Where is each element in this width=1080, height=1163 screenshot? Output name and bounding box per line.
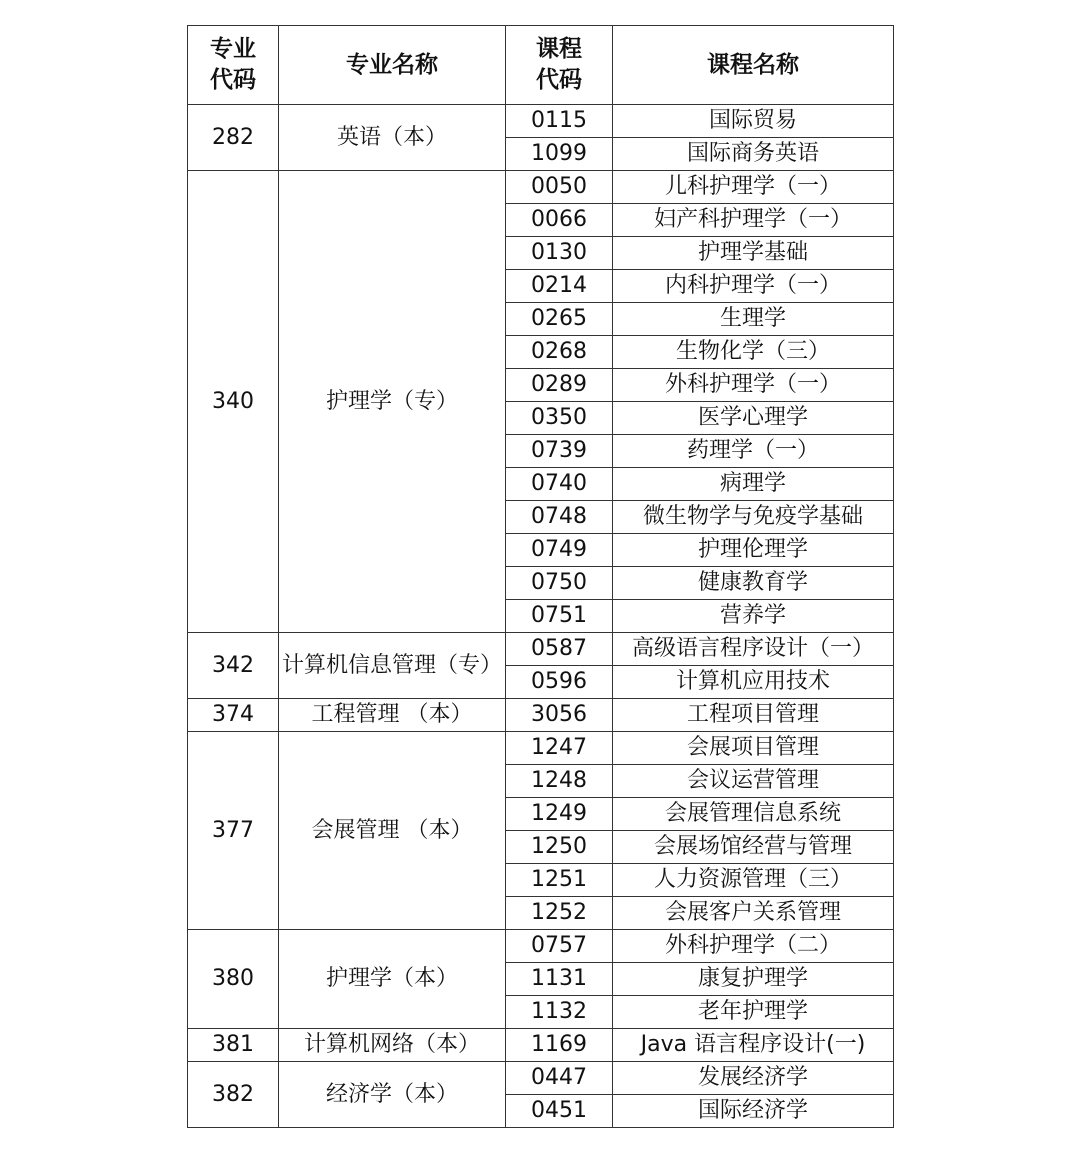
course-name-cell: 营养学 bbox=[613, 600, 894, 633]
course-name-cell: 会展场馆经营与管理 bbox=[613, 831, 894, 864]
course-code-cell: 0587 bbox=[506, 633, 613, 666]
course-name-cell: 老年护理学 bbox=[613, 996, 894, 1029]
course-name-cell: 护理伦理学 bbox=[613, 534, 894, 567]
course-name-cell: 内科护理学（一） bbox=[613, 270, 894, 303]
course-table bbox=[187, 25, 894, 1128]
major-name-cell: 计算机网络（本） bbox=[279, 1029, 506, 1062]
course-code-cell: 1248 bbox=[506, 765, 613, 798]
table-row bbox=[188, 699, 894, 732]
major-name-cell: 会展管理 （本） bbox=[279, 732, 506, 930]
major-code-cell: 380 bbox=[188, 930, 279, 1029]
course-code-cell: 0214 bbox=[506, 270, 613, 303]
course-name-cell: 微生物学与免疫学基础 bbox=[613, 501, 894, 534]
course-code-cell: 0350 bbox=[506, 402, 613, 435]
course-name-cell: 会展客户关系管理 bbox=[613, 897, 894, 930]
course-code-cell: 0750 bbox=[506, 567, 613, 600]
major-code-cell: 342 bbox=[188, 633, 279, 699]
course-name-cell: 健康教育学 bbox=[613, 567, 894, 600]
course-name-cell: 高级语言程序设计（一） bbox=[613, 633, 894, 666]
course-name-cell: 人力资源管理（三） bbox=[613, 864, 894, 897]
major-name-cell: 经济学（本） bbox=[279, 1062, 506, 1128]
major-code-cell: 381 bbox=[188, 1029, 279, 1062]
course-name-cell: 会议运营管理 bbox=[613, 765, 894, 798]
course-name-cell: 会展管理信息系统 bbox=[613, 798, 894, 831]
course-name-cell: 妇产科护理学（一） bbox=[613, 204, 894, 237]
course-code-cell: 1169 bbox=[506, 1029, 613, 1062]
course-name-cell: 药理学（一） bbox=[613, 435, 894, 468]
course-code-cell: 0749 bbox=[506, 534, 613, 567]
table-row bbox=[188, 105, 894, 138]
course-code-cell: 0740 bbox=[506, 468, 613, 501]
course-name-cell: 国际贸易 bbox=[613, 105, 894, 138]
course-name-cell: 发展经济学 bbox=[613, 1062, 894, 1095]
course-code-cell: 0451 bbox=[506, 1095, 613, 1128]
table-body bbox=[188, 105, 894, 1128]
table-row bbox=[188, 633, 894, 666]
header-major-code: 专业 代码 bbox=[188, 26, 279, 105]
course-name-cell: 外科护理学（二） bbox=[613, 930, 894, 963]
course-code-cell: 1249 bbox=[506, 798, 613, 831]
course-name-cell: Java 语言程序设计(一) bbox=[613, 1029, 894, 1062]
course-code-cell: 0066 bbox=[506, 204, 613, 237]
course-name-cell: 康复护理学 bbox=[613, 963, 894, 996]
course-code-cell: 0289 bbox=[506, 369, 613, 402]
course-code-cell: 0268 bbox=[506, 336, 613, 369]
course-code-cell: 0751 bbox=[506, 600, 613, 633]
major-code-cell: 377 bbox=[188, 732, 279, 930]
course-name-cell: 计算机应用技术 bbox=[613, 666, 894, 699]
course-code-cell: 1250 bbox=[506, 831, 613, 864]
course-code-cell: 1131 bbox=[506, 963, 613, 996]
table-row bbox=[188, 171, 894, 204]
table-row bbox=[188, 1029, 894, 1062]
course-name-cell: 护理学基础 bbox=[613, 237, 894, 270]
table-row bbox=[188, 1062, 894, 1095]
major-name-cell: 英语（本） bbox=[279, 105, 506, 171]
major-code-cell: 282 bbox=[188, 105, 279, 171]
course-code-cell: 0130 bbox=[506, 237, 613, 270]
course-code-cell: 0265 bbox=[506, 303, 613, 336]
major-name-cell: 护理学（专） bbox=[279, 171, 506, 633]
course-code-cell: 0739 bbox=[506, 435, 613, 468]
course-name-cell: 工程项目管理 bbox=[613, 699, 894, 732]
major-code-cell: 340 bbox=[188, 171, 279, 633]
course-code-cell: 0115 bbox=[506, 105, 613, 138]
course-name-cell: 生理学 bbox=[613, 303, 894, 336]
course-name-cell: 外科护理学（一） bbox=[613, 369, 894, 402]
course-code-cell: 0596 bbox=[506, 666, 613, 699]
major-name-cell: 护理学（本） bbox=[279, 930, 506, 1029]
table-row bbox=[188, 930, 894, 963]
course-code-cell: 1252 bbox=[506, 897, 613, 930]
course-code-cell: 1247 bbox=[506, 732, 613, 765]
course-code-cell: 0748 bbox=[506, 501, 613, 534]
course-code-cell: 0447 bbox=[506, 1062, 613, 1095]
header-row bbox=[188, 26, 894, 105]
course-code-cell: 1132 bbox=[506, 996, 613, 1029]
course-name-cell: 医学心理学 bbox=[613, 402, 894, 435]
header-course-code: 课程 代码 bbox=[506, 26, 613, 105]
course-name-cell: 生物化学（三） bbox=[613, 336, 894, 369]
major-name-cell: 工程管理 （本） bbox=[279, 699, 506, 732]
course-name-cell: 国际经济学 bbox=[613, 1095, 894, 1128]
course-name-cell: 会展项目管理 bbox=[613, 732, 894, 765]
course-code-cell: 0050 bbox=[506, 171, 613, 204]
course-name-cell: 国际商务英语 bbox=[613, 138, 894, 171]
course-code-cell: 0757 bbox=[506, 930, 613, 963]
course-code-cell: 1251 bbox=[506, 864, 613, 897]
major-name-cell: 计算机信息管理（专） bbox=[279, 633, 506, 699]
header-course-name: 课程名称 bbox=[613, 26, 894, 105]
major-code-cell: 382 bbox=[188, 1062, 279, 1128]
course-code-cell: 3056 bbox=[506, 699, 613, 732]
course-name-cell: 儿科护理学（一） bbox=[613, 171, 894, 204]
course-name-cell: 病理学 bbox=[613, 468, 894, 501]
table-row bbox=[188, 732, 894, 765]
course-code-cell: 1099 bbox=[506, 138, 613, 171]
header-major-name: 专业名称 bbox=[279, 26, 506, 105]
major-code-cell: 374 bbox=[188, 699, 279, 732]
